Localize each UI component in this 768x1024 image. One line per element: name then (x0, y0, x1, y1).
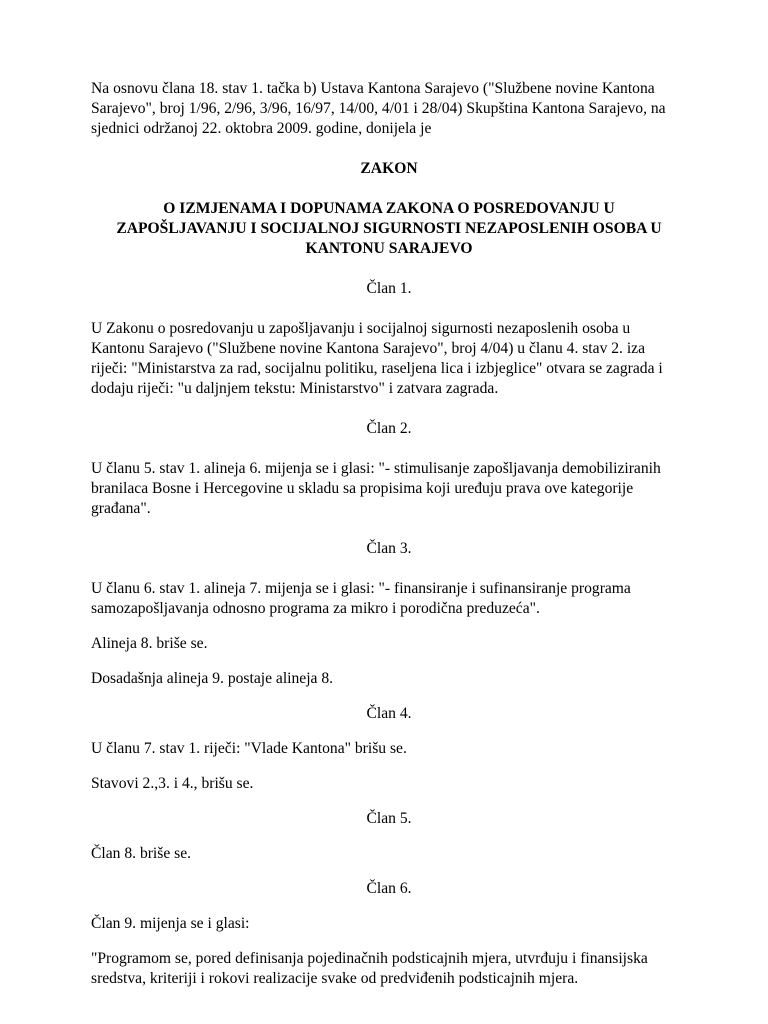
article-paragraph: U članu 6. stav 1. alineja 7. mijenja se i glasi: "- finansiranje i sufinansiranje programa samozapošljavanja odnosno programa za mikro i porodična preduzeća". (91, 580, 631, 617)
document-body (91, 79, 687, 989)
law-heading: ZAKON (360, 160, 418, 177)
article-paragraph: Alineja 8. briše se. (91, 635, 208, 652)
article-heading: Član 6. (366, 880, 412, 897)
article-paragraph: Član 8. briše se. (91, 845, 192, 862)
article-paragraph: Član 9. mijenja se i glasi: (91, 915, 250, 932)
article-paragraph: U članu 7. stav 1. riječi: "Vlade Kantona" brišu se. (91, 740, 407, 757)
intro-paragraph: Na osnovu člana 18. stav 1. tačka b) Ustava Kantona Sarajevo ("Službene novine Kantona Sarajevo", broj 1/96, 2/96, 3/96, 16/97, 14/00, 4/01 i 28/04) Skupština Kantona Sarajevo, na sjednici održanoj 22. oktobra 2009. godine, donijela je (91, 80, 666, 137)
article-heading: Član 1. (366, 280, 412, 297)
article-paragraph: U članu 5. stav 1. alineja 6. mijenja se i glasi: "- stimulisanje zapošljavanja demobiliziranih branilaca Bosne i Hercegovine u skladu sa propisima koji uređuju prava ove kategorije građana". (91, 460, 661, 517)
law-title: O IZMJENAMA I DOPUNAMA ZAKONA O POSREDOVANJU U ZAPOŠLJAVANJU I SOCIJALNOJ SIGURNOSTI NEZAPOSLENIH OSOBA U KANTONU SARAJEVO (116, 200, 662, 257)
article-heading: Član 4. (366, 705, 412, 722)
article-paragraph: Dosadašnja alineja 9. postaje alineja 8. (91, 670, 334, 687)
article-heading: Član 2. (366, 420, 412, 437)
article-heading: Član 5. (366, 810, 412, 827)
article-paragraph: "Programom se, pored definisanja pojedinačnih podsticajnih mjera, utvrđuju i finansijska sredstva, kriteriji i rokovi realizacije svake od predviđenih podsticajnih mjera. (91, 950, 648, 987)
article-paragraph: Stavovi 2.,3. i 4., brišu se. (91, 775, 254, 792)
article-heading: Član 3. (366, 540, 412, 557)
article-paragraph: U Zakonu o posredovanju u zapošljavanju i socijalnoj sigurnosti nezaposlenih osoba u Kantonu Sarajevo ("Službene novine Kantona Sarajevo", broj 4/04) u članu 4. stav 2. iza riječi: "Ministarstva za rad, socijalnu politiku, raseljena lica i izbjeglice" otvara se zagrada i dodaju riječi: "u daljnjem tekstu: Ministarstvo" i zatvara zagrada. (91, 320, 663, 397)
